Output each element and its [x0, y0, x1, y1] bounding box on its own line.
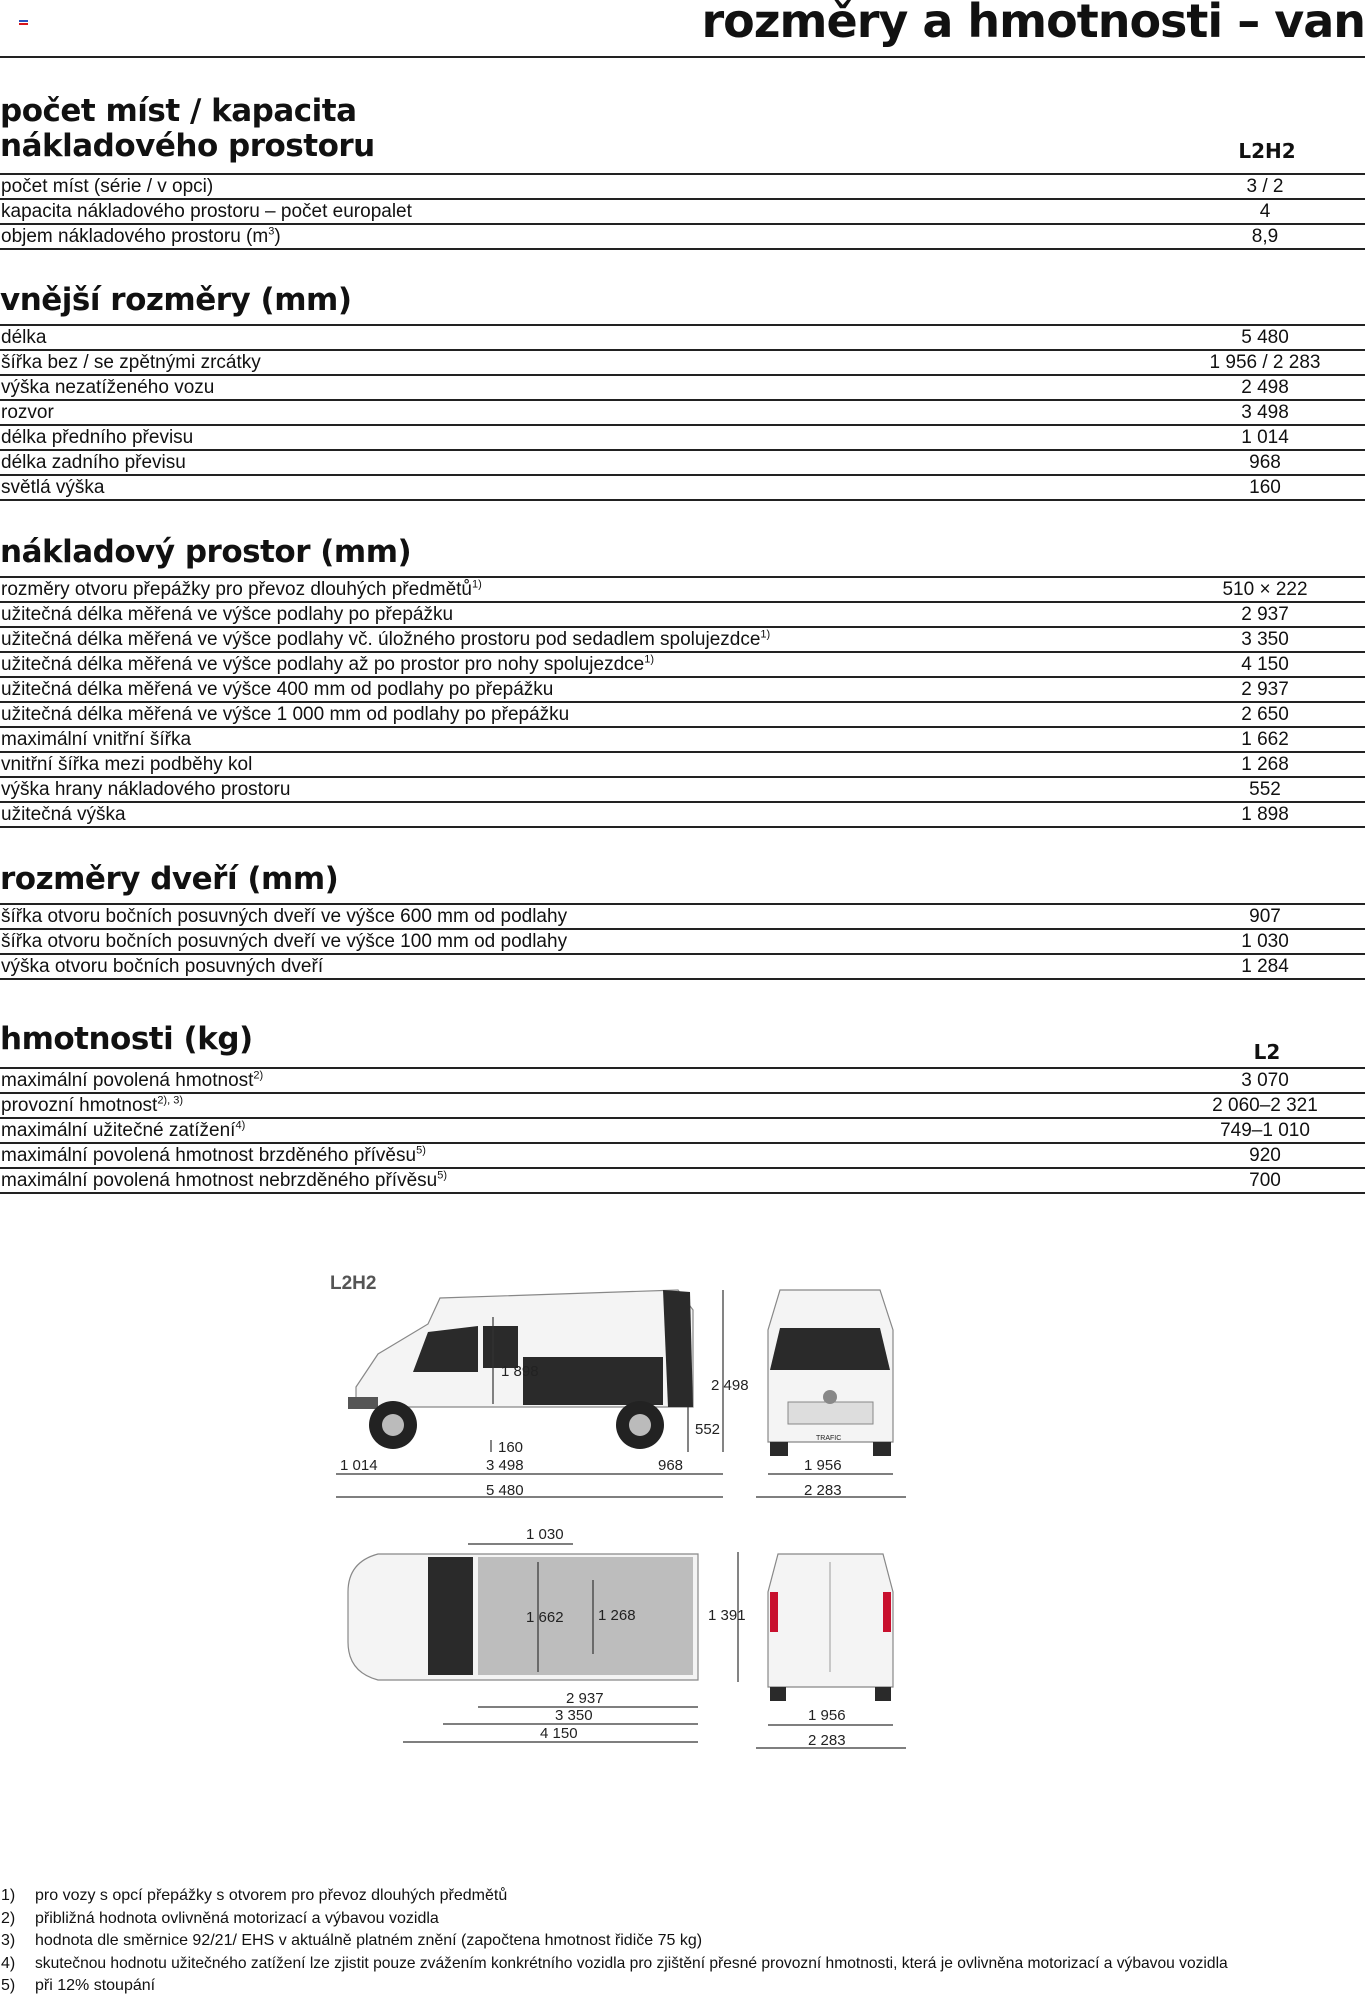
row-value: 2 650 — [1241, 704, 1289, 725]
row-label: délka zadního převisu — [1, 452, 186, 473]
row-value: 552 — [1249, 779, 1281, 800]
footnote: 1) pro vozy s opcí přepážky s otvorem pro převoz dlouhých předmětů — [1, 1887, 508, 1904]
row-label: maximální povolená hmotnost$^{2)}$ — [1, 1069, 264, 1091]
diagram-model-label: L2H2 — [330, 1273, 377, 1294]
front-view — [756, 1290, 906, 1499]
dimension-diagram — [318, 1262, 1078, 1802]
section-exterior — [0, 282, 1365, 498]
table-row — [0, 476, 1365, 501]
side-view — [336, 1290, 749, 1499]
row-value: 160 — [1249, 477, 1281, 498]
row-value: 907 — [1249, 906, 1281, 927]
table-row — [0, 703, 1365, 728]
row-value: 2 060–2 321 — [1212, 1095, 1318, 1116]
svg-text:3 498: 3 498 — [486, 1457, 524, 1474]
svg-text:1 662: 1 662 — [526, 1609, 564, 1626]
page-header — [0, 0, 1365, 58]
section-doors — [0, 861, 1365, 977]
section-weights — [0, 1021, 1365, 1191]
svg-text:1 898: 1 898 — [501, 1363, 539, 1380]
svg-text:2 498: 2 498 — [711, 1377, 749, 1394]
table-row — [0, 803, 1365, 828]
row-value: 8,9 — [1251, 226, 1279, 247]
table-row — [0, 225, 1365, 250]
table-row — [0, 955, 1365, 980]
row-label: užitečná délka měřená ve výšce podlahy po přepážku — [1, 604, 454, 625]
table-row — [0, 930, 1365, 955]
row-label: maximální povolená hmotnost nebrzděného přívěsu$^{5)}$ — [1, 1169, 447, 1191]
row-label: maximální užitečné zatížení$^{4)}$ — [1, 1119, 246, 1141]
row-value: 700 — [1249, 1170, 1281, 1191]
svg-text:552: 552 — [695, 1421, 721, 1438]
row-label: délka — [1, 327, 47, 348]
row-label: provozní hmotnost$^{2), 3)}$ — [1, 1094, 183, 1116]
table-row — [0, 628, 1365, 653]
svg-text:2 283: 2 283 — [804, 1482, 842, 1499]
svg-text:1 391: 1 391 — [708, 1607, 746, 1624]
table-row — [0, 326, 1365, 351]
row-value: 920 — [1249, 1145, 1281, 1166]
footnote: 3) hodnota dle směrnice 92/21/ EHS v aktuálně platném znění (započtena hmotnost řidiče 75 kg) — [1, 1932, 703, 1949]
row-value: 5 480 — [1241, 327, 1289, 348]
table-row — [0, 778, 1365, 803]
row-label: rozvor — [1, 402, 54, 423]
row-value: 1 898 — [1241, 804, 1289, 825]
row-label: rozměry otvoru přepážky pro převoz dlouhých předmětů$^{1)}$ — [1, 578, 482, 600]
row-value: 2 937 — [1241, 604, 1289, 625]
row-label: počet míst (série / v opci) — [1, 176, 214, 197]
table-row — [0, 426, 1365, 451]
table-row — [0, 905, 1365, 930]
capacity-table — [0, 173, 1365, 250]
row-value: 3 498 — [1241, 402, 1289, 423]
table-row — [0, 1094, 1365, 1119]
doors-table — [0, 903, 1365, 980]
section-title: vnější rozměry (mm) — [0, 282, 352, 318]
table-row — [0, 1169, 1365, 1194]
svg-text:5 480: 5 480 — [486, 1482, 524, 1499]
row-label: objem nákladového prostoru $(m^3)$ — [1, 225, 281, 247]
section-cargo — [0, 534, 1365, 825]
row-value: 1 662 — [1241, 729, 1289, 750]
row-label: výška otvoru bočních posuvných dveří — [1, 956, 324, 977]
row-label: kapacita nákladového prostoru – počet europalet — [1, 201, 412, 222]
table-row — [0, 603, 1365, 628]
footnote: 2) přibližná hodnota ovlivněná motorizací a výbavou vozidla — [1, 1909, 439, 1927]
row-value: 2 937 — [1241, 679, 1289, 700]
section-title: počet míst / kapacita nákladového prostoru — [0, 93, 375, 164]
row-label: užitečná délka měřená ve výšce 400 mm od podlahy po přepážku — [1, 679, 554, 700]
table-row — [0, 678, 1365, 703]
svg-text:2 937: 2 937 — [566, 1690, 604, 1707]
table-row — [0, 200, 1365, 225]
table-row — [0, 351, 1365, 376]
row-label: šířka otvoru bočních posuvných dveří ve výšce 100 mm od podlahy — [1, 931, 568, 952]
section-title: rozměry dveří (mm) — [0, 861, 339, 897]
row-value: 968 — [1249, 452, 1281, 473]
footnotes — [0, 1885, 1365, 1998]
exterior-table — [0, 324, 1365, 501]
section-capacity — [0, 93, 1365, 247]
row-label: šířka bez / se zpětnými zrcátky — [1, 352, 261, 373]
table-row — [0, 578, 1365, 603]
table-row — [0, 653, 1365, 678]
svg-text:TRAFIC: TRAFIC — [816, 1435, 842, 1442]
table-row — [0, 175, 1365, 200]
table-row — [0, 401, 1365, 426]
table-row — [0, 1069, 1365, 1094]
row-label: šířka otvoru bočních posuvných dveří ve výšce 600 mm od podlahy — [1, 906, 568, 927]
row-label: maximální povolená hmotnost brzděného přívěsu$^{5)}$ — [1, 1144, 426, 1166]
table-row — [0, 1144, 1365, 1169]
row-label: užitečná délka měřená ve výšce podlahy až po prostor pro nohy spolujezdce$^{1)}$ — [1, 653, 654, 675]
row-label: délka předního převisu — [1, 427, 194, 448]
top-view — [348, 1526, 746, 1742]
row-value: 4 — [1259, 201, 1271, 222]
row-value: 1 014 — [1241, 427, 1289, 448]
table-row — [0, 1119, 1365, 1144]
row-value: 1 956 / 2 283 — [1209, 352, 1321, 373]
row-label: světlá výška — [1, 477, 105, 498]
rear-view — [756, 1554, 906, 1749]
cargo-table — [0, 576, 1365, 828]
column-header: L2H2 — [1238, 139, 1296, 163]
svg-text:1 030: 1 030 — [526, 1526, 564, 1543]
table-row — [0, 728, 1365, 753]
footnote: 4) skutečnou hodnotu užitečného zatížení lze zjistit pouze zvážením konkrétního vozidla pro zjištění přesné provozní hmotnosti, která je ovlivněna motorizací a výbavou vozidla — [1, 1954, 1228, 1972]
svg-text:2 283: 2 283 — [808, 1732, 846, 1749]
row-value: 510 × 222 — [1222, 579, 1308, 600]
svg-text:1 268: 1 268 — [598, 1607, 636, 1624]
row-label: maximální vnitřní šířka — [1, 729, 192, 750]
svg-text:1 014: 1 014 — [340, 1457, 378, 1474]
row-label: užitečná délka měřená ve výšce 1 000 mm od podlahy po přepážku — [1, 704, 570, 725]
row-value: 749–1 010 — [1220, 1120, 1310, 1141]
row-value: 1 030 — [1241, 931, 1289, 952]
table-row — [0, 753, 1365, 778]
section-title: nákladový prostor (mm) — [0, 534, 412, 570]
footnote: 5) při 12% stoupání — [1, 1977, 156, 1994]
svg-text:3 350: 3 350 — [555, 1707, 593, 1724]
table-row — [0, 376, 1365, 401]
row-value: 4 150 — [1241, 654, 1289, 675]
row-label: výška nezatíženého vozu — [1, 377, 215, 398]
table-row — [0, 451, 1365, 476]
svg-text:968: 968 — [658, 1457, 684, 1474]
svg-text:1 956: 1 956 — [808, 1707, 846, 1724]
row-label: užitečná délka měřená ve výšce podlahy vč. úložného prostoru pod sedadlem spolujezdce$^{1)}$ — [1, 628, 771, 650]
svg-text:1 956: 1 956 — [804, 1457, 842, 1474]
row-value: 3 350 — [1241, 629, 1289, 650]
row-value: 1 268 — [1241, 754, 1289, 775]
row-value: 1 284 — [1241, 956, 1289, 977]
row-label: vnitřní šířka mezi podběhy kol — [1, 754, 253, 775]
row-value: 2 498 — [1241, 377, 1289, 398]
weights-table — [0, 1067, 1365, 1194]
svg-text:4 150: 4 150 — [540, 1725, 578, 1742]
page-title: rozměry a hmotnosti – van — [701, 0, 1365, 48]
row-value: 3 070 — [1241, 1070, 1289, 1091]
section-title: hmotnosti (kg) — [0, 1021, 253, 1057]
czech-flag-icon — [19, 20, 28, 27]
svg-text:160: 160 — [498, 1439, 524, 1456]
column-header: L2 — [1253, 1040, 1281, 1064]
row-label: výška hrany nákladového prostoru — [1, 779, 291, 800]
row-value: 3 / 2 — [1246, 176, 1284, 197]
row-label: užitečná výška — [1, 804, 126, 825]
